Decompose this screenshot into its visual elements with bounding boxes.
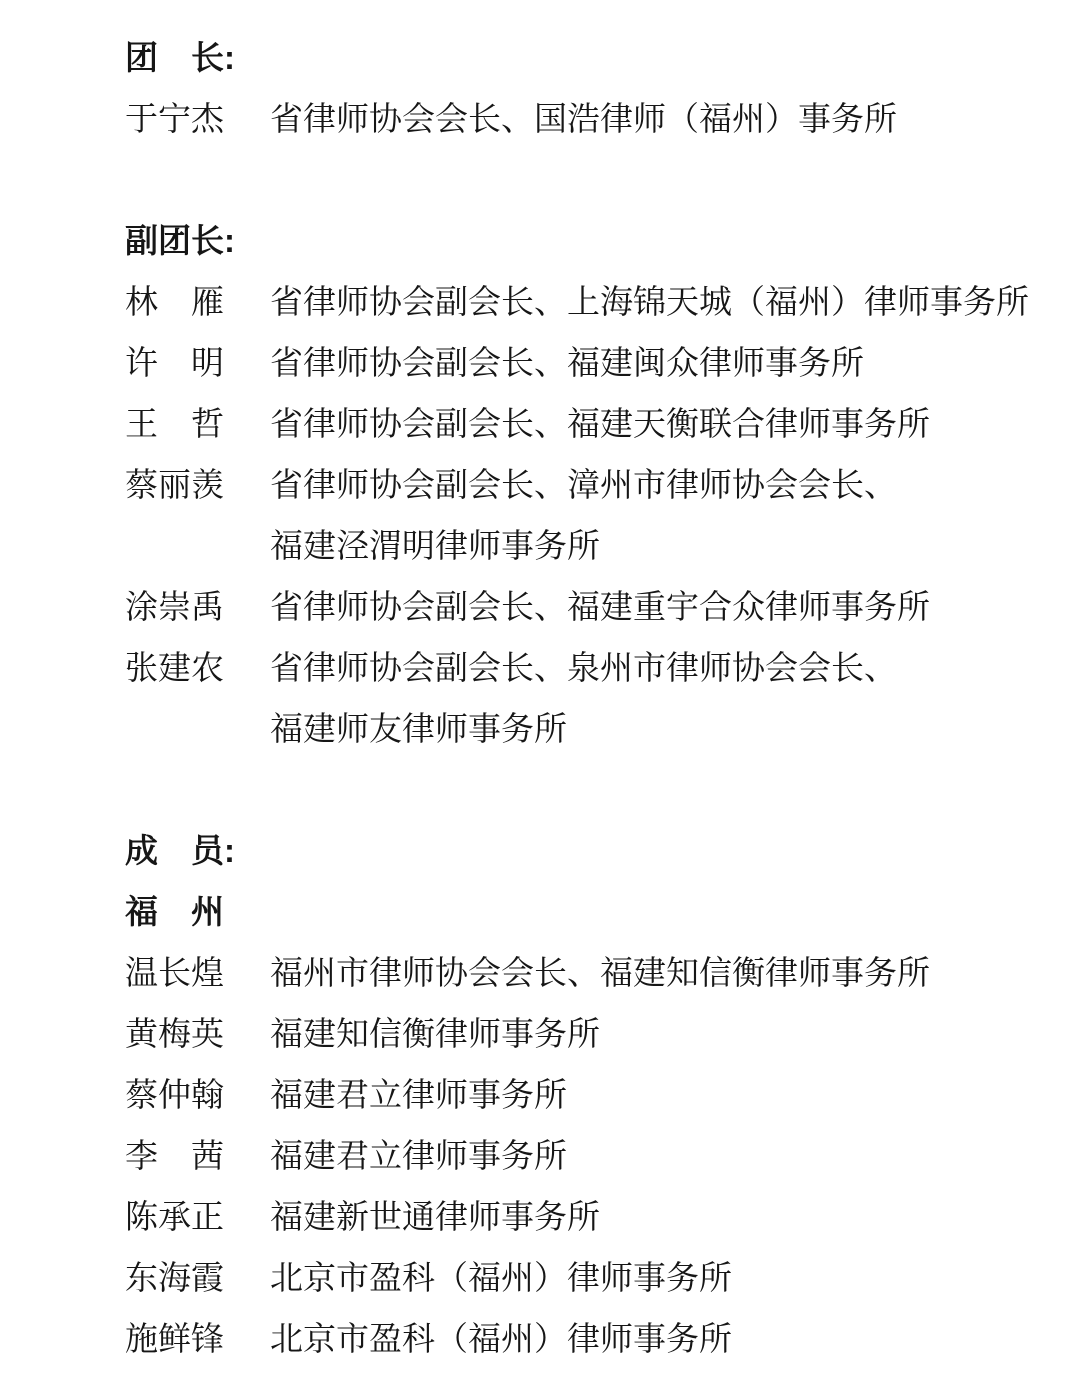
member-affiliation bbox=[270, 391, 1040, 452]
member-affiliation-line: 福建师友律师事务所 bbox=[270, 712, 567, 748]
member-name: 温长煌 bbox=[125, 956, 224, 992]
member-row bbox=[125, 391, 1040, 452]
member-row bbox=[125, 1184, 1040, 1245]
member-affiliation bbox=[270, 574, 1040, 635]
member-name: 于宁杰 bbox=[125, 102, 224, 138]
member-affiliation-line: 省律师协会副会长、福建重宇合众律师事务所 bbox=[270, 590, 930, 626]
member-name: 蔡仲翰 bbox=[125, 1078, 224, 1114]
member-affiliation bbox=[270, 940, 1040, 1001]
member-row bbox=[125, 1306, 1040, 1367]
member-affiliation-line: 福州市律师协会会长、福建知信衡律师事务所 bbox=[270, 956, 930, 992]
member-row bbox=[125, 330, 1040, 391]
member-affiliation bbox=[270, 1184, 1040, 1245]
member-name: 东海霞 bbox=[125, 1261, 224, 1297]
member-affiliation bbox=[270, 1001, 1040, 1062]
member-affiliation bbox=[270, 269, 1040, 330]
member-affiliation-line: 福建新世通律师事务所 bbox=[270, 1200, 600, 1236]
member-name: 王 哲 bbox=[125, 407, 224, 443]
member-row bbox=[125, 1001, 1040, 1062]
member-affiliation-line: 省律师协会副会长、福建闽众律师事务所 bbox=[270, 346, 864, 382]
member-affiliation-line: 福建君立律师事务所 bbox=[270, 1139, 567, 1175]
subheading-fuzhou: 福 州 bbox=[125, 893, 224, 930]
member-affiliation-line: 省律师协会副会长、泉州市律师协会会长、 bbox=[270, 651, 897, 687]
member-row bbox=[125, 940, 1040, 1001]
member-affiliation bbox=[270, 1245, 1040, 1306]
member-affiliation-line: 省律师协会副会长、上海锦天城（福州）律师事务所 bbox=[270, 285, 1029, 321]
member-affiliation-line: 北京市盈科（福州）律师事务所 bbox=[270, 1322, 732, 1358]
section-heading-deputy-leaders: 副团长: bbox=[125, 222, 235, 259]
member-row bbox=[125, 635, 1040, 757]
member-row bbox=[125, 452, 1040, 574]
member-row bbox=[125, 269, 1040, 330]
member-affiliation-line: 省律师协会会长、国浩律师（福州）事务所 bbox=[270, 102, 897, 138]
member-affiliation-line: 省律师协会副会长、漳州市律师协会会长、 bbox=[270, 468, 897, 504]
member-row bbox=[125, 86, 1040, 147]
member-affiliation bbox=[270, 1123, 1040, 1184]
section-heading-leader: 团 长: bbox=[125, 39, 235, 76]
member-affiliation-line: 福建泾渭明律师事务所 bbox=[270, 529, 600, 565]
section-heading-members: 成 员: bbox=[125, 832, 235, 869]
member-name: 许 明 bbox=[125, 346, 224, 382]
member-name: 林 雁 bbox=[125, 285, 224, 321]
member-affiliation-line: 省律师协会副会长、福建天衡联合律师事务所 bbox=[270, 407, 930, 443]
member-name: 张建农 bbox=[125, 651, 224, 687]
member-row bbox=[125, 1123, 1040, 1184]
member-affiliation bbox=[270, 330, 1040, 391]
member-name: 施鲜锋 bbox=[125, 1322, 224, 1358]
member-name: 李 茜 bbox=[125, 1139, 224, 1175]
member-name: 涂崇禹 bbox=[125, 590, 224, 626]
section-gap bbox=[125, 147, 1040, 208]
member-affiliation bbox=[270, 1306, 1040, 1367]
member-name: 黄梅英 bbox=[125, 1017, 224, 1053]
member-row bbox=[125, 574, 1040, 635]
member-affiliation bbox=[270, 86, 1040, 147]
member-affiliation bbox=[270, 1062, 1040, 1123]
member-row bbox=[125, 1062, 1040, 1123]
member-affiliation bbox=[270, 635, 1040, 757]
member-affiliation-line: 北京市盈科（福州）律师事务所 bbox=[270, 1261, 732, 1297]
member-row bbox=[125, 1245, 1040, 1306]
member-name: 蔡丽羡 bbox=[125, 468, 224, 504]
member-name: 陈承正 bbox=[125, 1200, 224, 1236]
member-affiliation-line: 福建知信衡律师事务所 bbox=[270, 1017, 600, 1053]
member-affiliation bbox=[270, 452, 1040, 574]
member-affiliation-line: 福建君立律师事务所 bbox=[270, 1078, 567, 1114]
section-gap bbox=[125, 757, 1040, 818]
